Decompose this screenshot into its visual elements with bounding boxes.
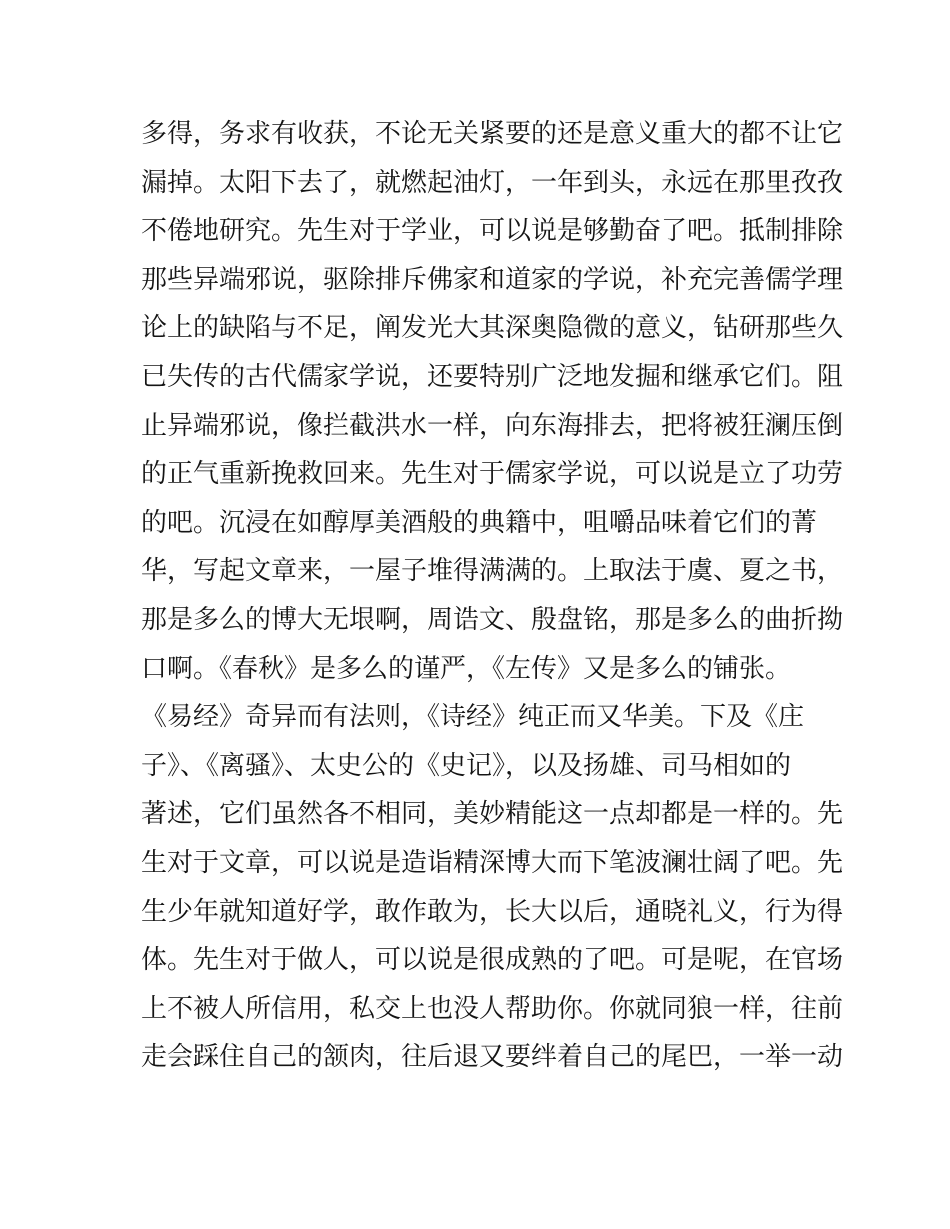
text-line: 不倦地研究。先生对于学业，可以说是够勤奋了吧。抵制排除: [141, 216, 844, 247]
text-line: 上不被人所信用，私交上也没人帮助你。你就同狼一样，往前: [141, 993, 844, 1024]
text-line: 生对于文章，可以说是造诣精深博大而下笔波澜壮阔了吧。先: [141, 847, 844, 878]
text-line: 生少年就知道好学，敢作敢为，长大以后，通晓礼义，行为得: [141, 896, 844, 927]
text-line: 口啊。《春秋》是多么的谨严，《左传》又是多么的铺张。: [141, 653, 792, 684]
text-line: 子》、《离骚》、太史公的《史记》，以及扬雄、司马相如的: [141, 750, 792, 781]
text-line: 《易经》奇异而有法则，《诗经》纯正而又华美。下及《庄: [141, 702, 805, 733]
text-line: 多得，务求有收获，不论无关紧要的还是意义重大的都不让它: [141, 119, 844, 149]
text-line: 已失传的古代儒家学说，还要特别广泛地发掘和继承它们。阻: [141, 361, 844, 392]
body-text: [141, 110, 844, 1082]
text-line: 那是多么的博大无垠啊，周诰文、殷盘铭，那是多么的曲折拗: [141, 604, 844, 635]
text-line: 的正气重新挽救回来。先生对于儒家学说，可以说是立了功劳: [141, 459, 844, 490]
text-line: 体。先生对于做人，可以说是很成熟的了吧。可是呢，在官场: [141, 945, 844, 976]
text-line: 漏掉。太阳下去了，就燃起油灯，一年到头，永远在那里孜孜: [141, 167, 844, 198]
text-line: 走会踩住自己的颔肉，往后退又要绊着自己的尾巴，一举一动: [141, 1042, 844, 1073]
text-line: 论上的缺陷与不足，阐发光大其深奥隐微的意义，钻研那些久: [141, 313, 844, 344]
text-line: 那些异端邪说，驱除排斥佛家和道家的学说，补充完善儒学理: [141, 264, 844, 295]
text-line: 著述，它们虽然各不相同，美妙精能这一点却都是一样的。先: [141, 799, 844, 830]
text-line: 的吧。沉浸在如醇厚美酒般的典籍中，咀嚼品味着它们的菁: [141, 507, 818, 538]
text-line: 华，写起文章来，一屋子堆得满满的。上取法于虞、夏之书，: [141, 556, 844, 587]
text-line: 止异端邪说，像拦截洪水一样，向东海排去，把将被狂澜压倒: [141, 410, 844, 441]
